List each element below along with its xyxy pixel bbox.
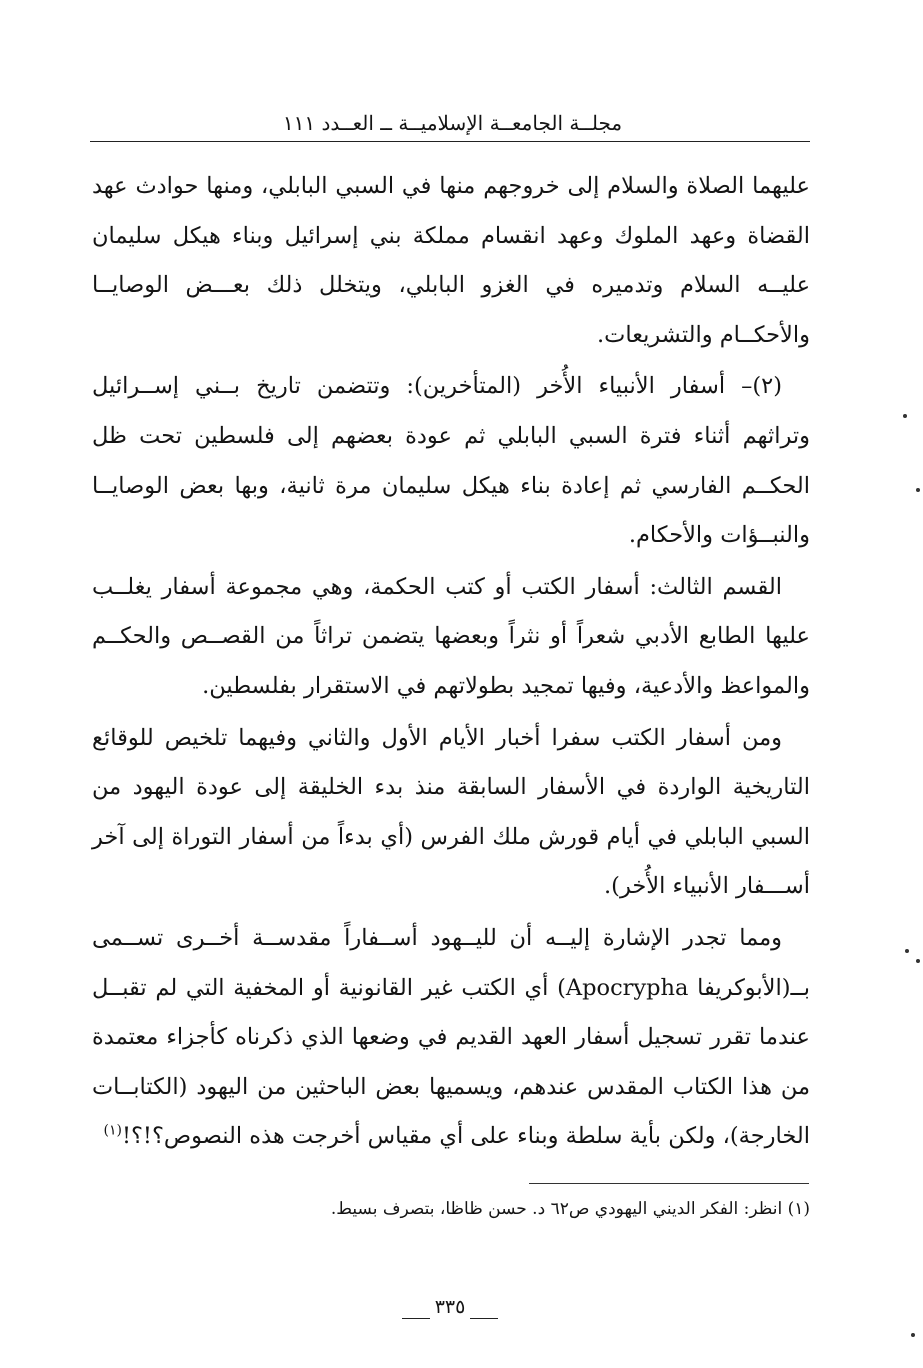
paragraph-text: القسم الثالث: أسفار الكتب أو كتب الحكمة، وهي مجموعة أسفار يغلــب عليها الطابع الأدبي شعراً أو نثراً وبعضها يتضمن تراثاً من القصــص والحكــم والمواعظ والأدعية، وفيها تمجيد بطولاتهم في الاستقرار بفلسطين. bbox=[92, 573, 810, 699]
paragraph-text: عليهما الصلاة والسلام إلى خروجهم منها في السبي البابلي، ومنها حوادث عهد القضاة وعهد الملوك وعهد انقسام مملكة بني إسرائيل وبناء هيكل سليمان عليــه السلام وتدميره في الغزو البابلي، ويتخلل ذلك بعـــض الوصايــا والأحكــام والتشريعات. bbox=[92, 173, 810, 348]
page-number-value: ٣٣٥ bbox=[434, 1296, 466, 1318]
paragraph-chronicles bbox=[92, 714, 810, 912]
page-number-dash-right bbox=[402, 1318, 430, 1319]
scan-speck bbox=[903, 414, 907, 418]
header-divider bbox=[90, 141, 810, 142]
page-number bbox=[380, 1292, 520, 1322]
paragraph-wisdom-books bbox=[92, 563, 810, 712]
scan-speck bbox=[916, 488, 920, 492]
scan-speck bbox=[905, 949, 909, 953]
main-text bbox=[92, 162, 810, 1164]
running-header: مجلــة الجامعــة الإسلاميــة ــ العــدد ١١١ bbox=[282, 111, 623, 135]
page-number-dash-left bbox=[470, 1318, 498, 1319]
paragraph-later-prophets bbox=[92, 362, 810, 560]
paragraph-text: (٢)– أسفار الأنبياء الأُخر (المتأخرين): وتتضمن تاريخ بــني إســرائيل وتراثهم أثناء فترة السبي البابلي ثم عودة بعضهم إلى فلسطين تحت ظل الحكــم الفارسي ثم إعادة بناء هيكل سليمان مرة ثانية، وبها بعض الوصايــا والنبــؤات والأحكام. bbox=[92, 373, 810, 549]
paragraph-text: ومن أسفار الكتب سفرا أخبار الأيام الأول والثاني وفيهما تلخيص للوقائع التاريخية الواردة في الأسفار السابقة منذ بدء الخليقة إلى عودة اليهود من السبي البابلي في أيام قورش ملك الفرس (أي بدءاً من أسفار التوراة إلى آخر أســـفار الأنبياء الأُخر). bbox=[92, 724, 810, 900]
paragraph-apocrypha bbox=[92, 914, 810, 1162]
paragraph-continuation bbox=[92, 162, 810, 360]
footnote-reference[interactable]: (١) bbox=[103, 1122, 122, 1139]
footnote: (١) انظر: الفكر الديني اليهودي ص٦٢ د. حسن ظاظا، بتصرف بسيط. bbox=[330, 1199, 810, 1219]
footnote-divider bbox=[529, 1183, 809, 1184]
paragraph-text: ومما تجدر الإشارة إليــه أن لليــهود أســفاراً مقدســة أخــرى تســمى بــ(الأبوكريفا Apocrypha) أي الكتب غير القانونية أو المخفية التي لم تقبــل عندما تقرر تسجيل أسفار العهد القديم في وضعها الذي ذكرناه كأجزاء معتمدة من هذا الكتاب المقدس عندهم، ويسميها بعض الباحثين من اليهود (الكتابــات الخارجة)، ولكن بأية سلطة وبناء على أي مقياس أخرجت هذه النصوص؟!؟! bbox=[92, 924, 810, 1150]
scan-speck bbox=[911, 1333, 915, 1337]
scan-speck bbox=[916, 959, 920, 963]
